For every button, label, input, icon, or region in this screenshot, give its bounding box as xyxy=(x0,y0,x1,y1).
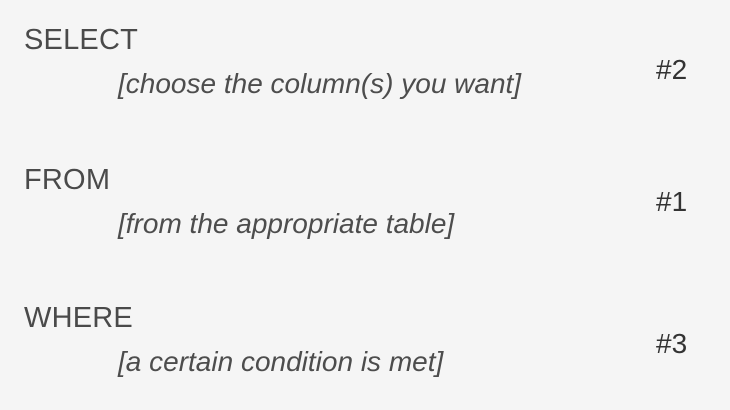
select-description: [choose the column(s) you want] xyxy=(118,68,522,99)
select-keyword: SELECT xyxy=(24,24,139,56)
from-execution-order: #1 xyxy=(656,186,688,217)
where-keyword: WHERE xyxy=(24,302,133,334)
where-clause xyxy=(0,278,730,398)
select-execution-order: #2 xyxy=(656,54,688,85)
from-clause xyxy=(0,140,730,260)
select-clause xyxy=(0,0,730,120)
from-keyword: FROM xyxy=(24,164,111,196)
from-description: [from the appropriate table] xyxy=(118,208,455,239)
where-execution-order: #3 xyxy=(656,328,688,359)
where-description: [a certain condition is met] xyxy=(118,346,444,377)
